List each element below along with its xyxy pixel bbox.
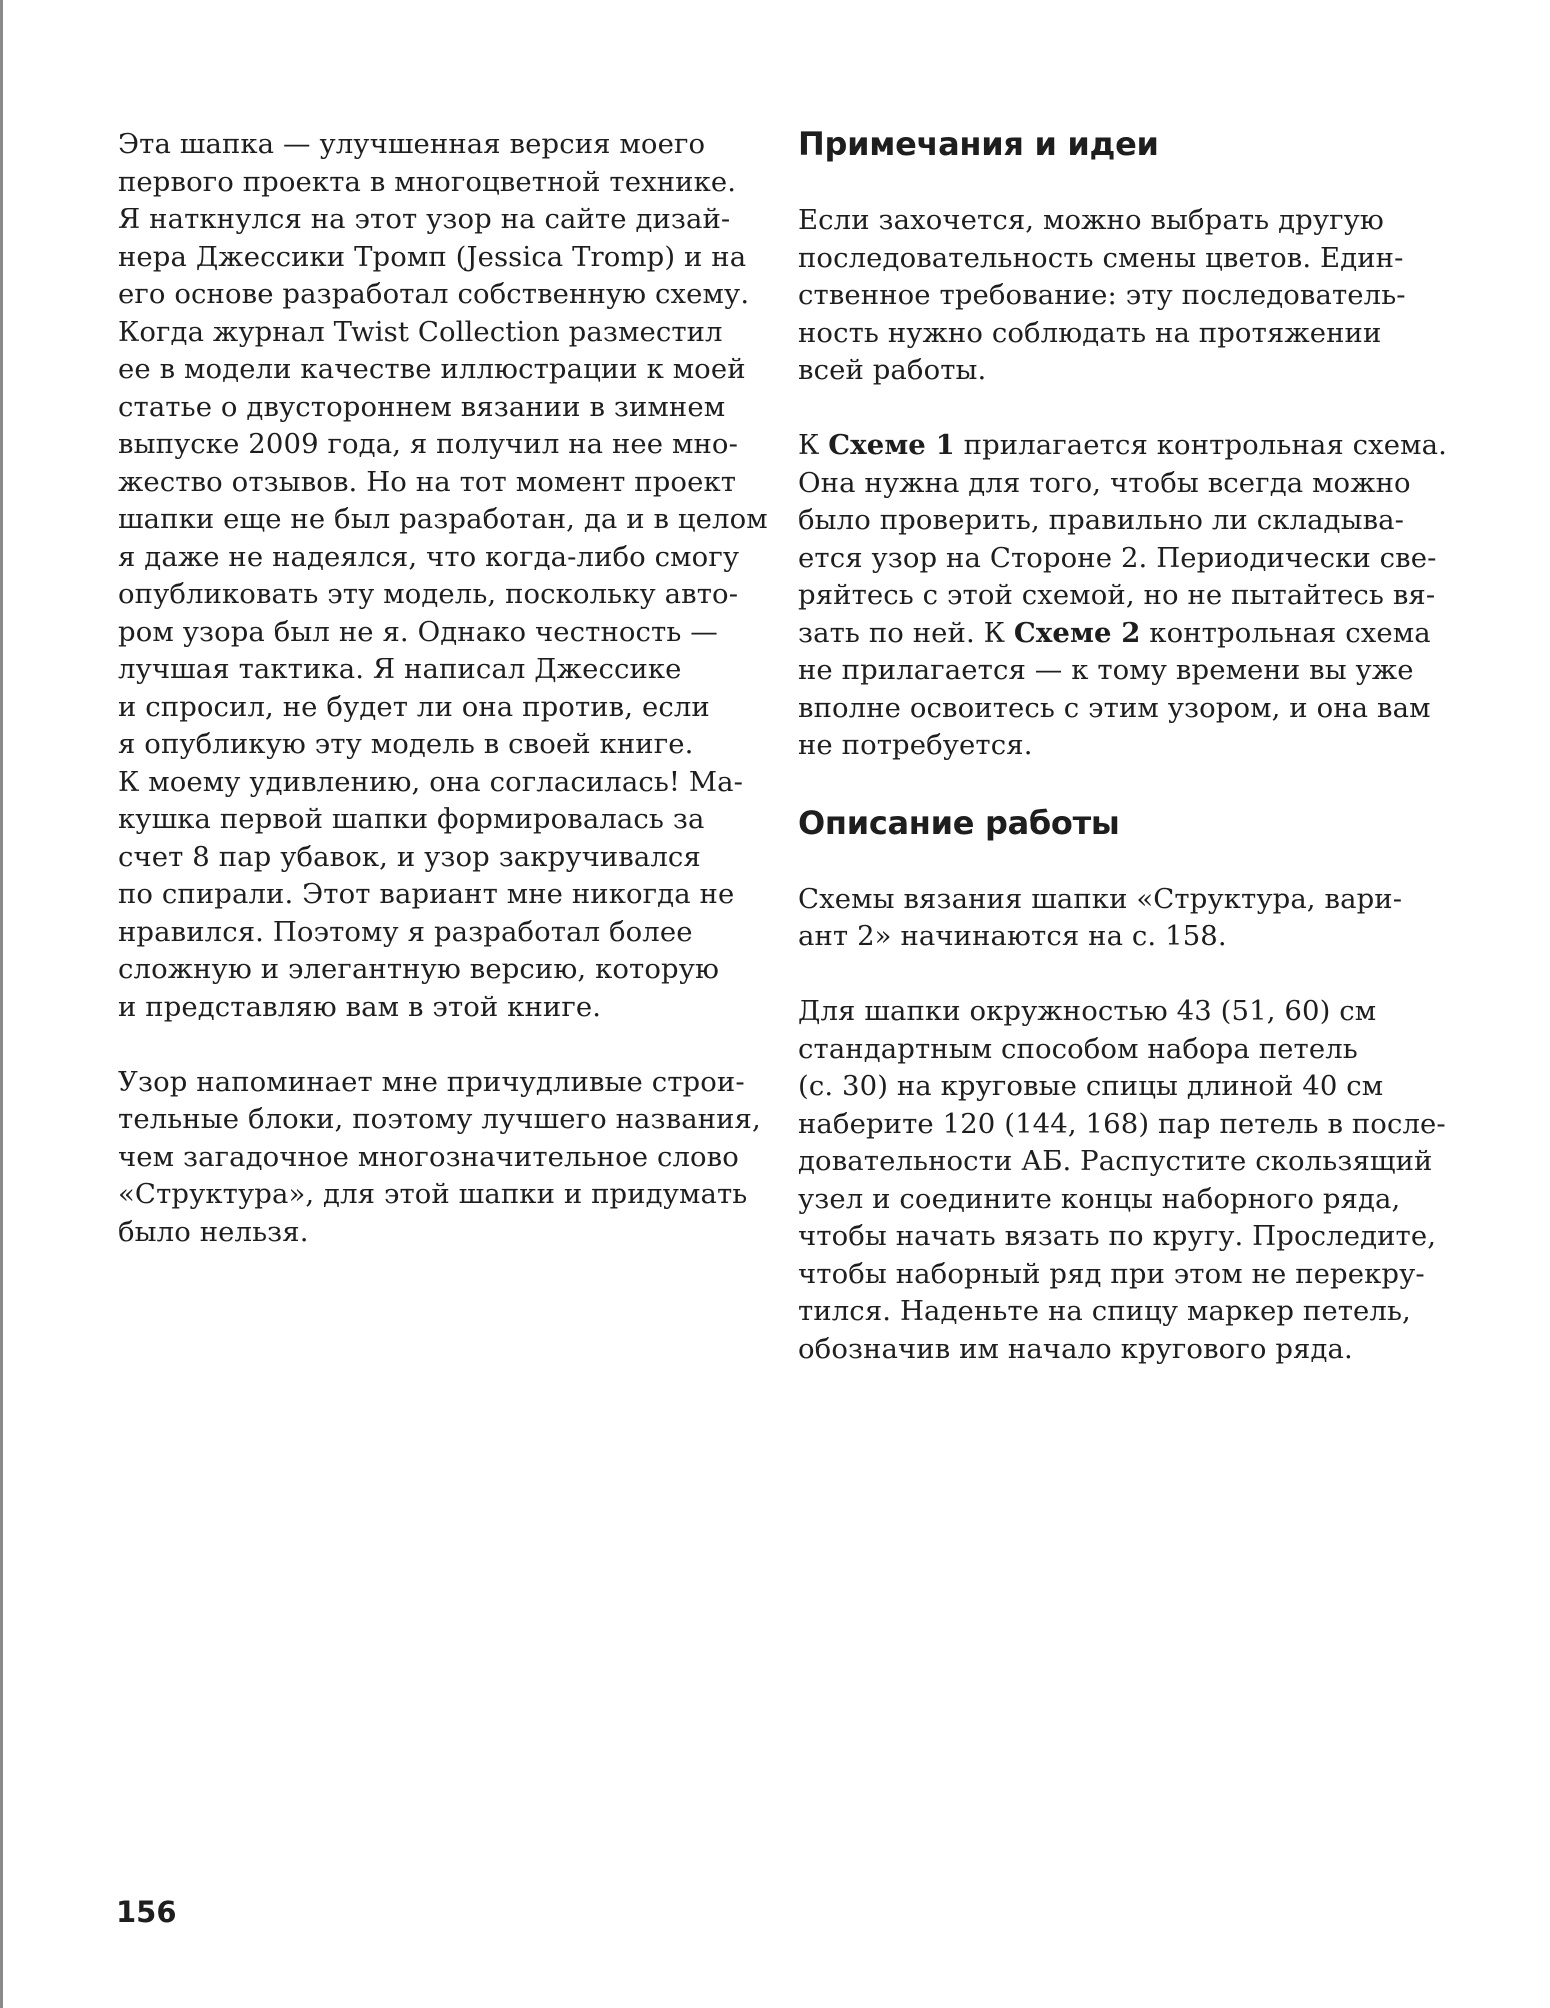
text-line: К моему удивлению, она согласилась! Ма- — [118, 765, 744, 798]
text-line: довательности АБ. Распустите скользящий — [798, 1145, 1433, 1177]
text-line: ряйтесь с этой схемой, но не пытайтесь вя- — [798, 579, 1436, 611]
description-heading: Описание работы — [798, 803, 1120, 842]
description-paragraph-1 — [798, 881, 1458, 956]
text-line: последовательность смены цветов. Един- — [798, 241, 1404, 274]
name-paragraph — [118, 1064, 768, 1252]
text-line — [798, 427, 1458, 465]
text-line: счет 8 пар убавок, и узор закручивался — [118, 840, 701, 873]
text-line: ность нужно соблюдать на протяжении — [798, 316, 1382, 349]
text-line: Она нужна для того, чтобы всегда можно — [798, 466, 1411, 499]
description-paragraph-2 — [798, 993, 1458, 1368]
text-line: «Структура», для этой шапки и придумать — [118, 1178, 748, 1210]
text-line: ант 2» начинаются на с. 158. — [798, 920, 1227, 952]
text-line: лучшая тактика. Я написал Джессике — [118, 653, 682, 685]
chart-1-reference: Схеме 1 — [828, 429, 955, 461]
text-line: статье о двустороннем вязании в зимнем — [118, 390, 726, 423]
text-line: чтобы наборный ряд при этом не перекру- — [798, 1257, 1425, 1290]
text-line: чем загадочное многозначительное слово — [118, 1140, 739, 1173]
text-line: вполне освоитесь с этим узором, и она вам — [798, 691, 1431, 724]
page-edge — [0, 0, 3, 2008]
text-line: было нельзя. — [118, 1215, 309, 1248]
text-line: узел и соедините концы наборного ряда, — [798, 1182, 1401, 1215]
paragraph-gap — [798, 956, 1458, 994]
text-line: всей работы. — [798, 354, 987, 386]
text-line: и спросил, не будет ли она против, если — [118, 690, 710, 723]
text-line: нравился. Поэтому я разработал более — [118, 915, 693, 948]
text-line: стандартным способом набора петель — [798, 1032, 1358, 1065]
text-line: Когда журнал Twist Collection разместил — [118, 315, 723, 348]
text-line: выпуске 2009 года, я получил на нее мно- — [118, 428, 738, 460]
text-line: наберите 120 (144, 168) пар петель в после- — [798, 1107, 1446, 1140]
text-line: ее в модели качестве иллюстрации к моей — [118, 353, 746, 385]
text-line: Для шапки окружностью 43 (51, 60) см — [798, 995, 1377, 1027]
text-line: Схемы вязания шапки «Структура, вари- — [798, 882, 1403, 915]
paragraph-gap — [798, 390, 1458, 428]
text-line: первого проекта в многоцветной технике. — [118, 165, 737, 198]
right-column — [798, 124, 1458, 1368]
text-run: прилагается контрольная схема. — [954, 429, 1447, 461]
text-line: ром узора был не я. Однако честность — — [118, 615, 718, 648]
text-line: кушка первой шапки формировалась за — [118, 803, 705, 835]
text-run: К — [798, 429, 829, 461]
text-line: не потребуется. — [798, 729, 1033, 761]
notes-heading: Примечания и идеи — [798, 125, 1159, 163]
left-column — [118, 126, 768, 1251]
text-line: Эта шапка — улучшенная версия моего — [118, 128, 706, 160]
text-line — [798, 615, 1458, 653]
text-line: Если захочется, можно выбрать другую — [798, 204, 1384, 236]
chart-2-reference: Схеме 2 — [1013, 616, 1141, 649]
text-line: ственное требование: эту последователь- — [798, 279, 1406, 311]
text-line: я опубликую эту модель в своей книге. — [118, 728, 694, 760]
text-run: контрольная схема — [1140, 616, 1431, 649]
text-line: нера Джессики Тромп (Jessica Tromp) и на — [118, 240, 747, 273]
text-run: зать по ней. К — [798, 616, 1014, 649]
text-line: его основе разработал собственную схему. — [118, 278, 750, 310]
notes-paragraph-2 — [798, 427, 1458, 765]
text-line: ется узор на Стороне 2. Периодически све- — [798, 541, 1437, 574]
text-line: шапки еще не был разработан, да и в целом — [118, 503, 768, 535]
intro-paragraph — [118, 126, 768, 1026]
text-line: чтобы начать вязать по кругу. Проследите, — [798, 1220, 1437, 1252]
text-line: Я наткнулся на этот узор на сайте дизай- — [118, 203, 731, 235]
text-line: тился. Наденьте на спицу маркер петель, — [798, 1295, 1411, 1327]
text-line: обозначив им начало кругового ряда. — [798, 1332, 1353, 1365]
text-line: и представляю вам в этой книге. — [118, 990, 602, 1023]
text-line: опубликовать эту модель, поскольку авто- — [118, 578, 739, 610]
text-line: по спирали. Этот вариант мне никогда не — [118, 878, 735, 910]
text-line: жество отзывов. Но на тот момент проект — [118, 465, 737, 498]
text-line: Узор напоминает мне причудливые строи- — [118, 1065, 745, 1098]
text-line: не прилагается — к тому времени вы уже — [798, 654, 1414, 686]
text-line: сложную и элегантную версию, которую — [118, 953, 720, 985]
page-number: 156 — [116, 1895, 177, 1929]
text-line: (с. 30) на круговые спицы длиной 40 см — [798, 1070, 1384, 1102]
text-line: я даже не надеялся, что когда-либо смогу — [118, 540, 740, 573]
notes-paragraph-1 — [798, 202, 1458, 390]
text-line: было проверить, правильно ли складыва- — [798, 504, 1405, 536]
paragraph-gap — [118, 1026, 768, 1064]
text-line: тельные блоки, поэтому лучшего названия, — [118, 1103, 761, 1135]
